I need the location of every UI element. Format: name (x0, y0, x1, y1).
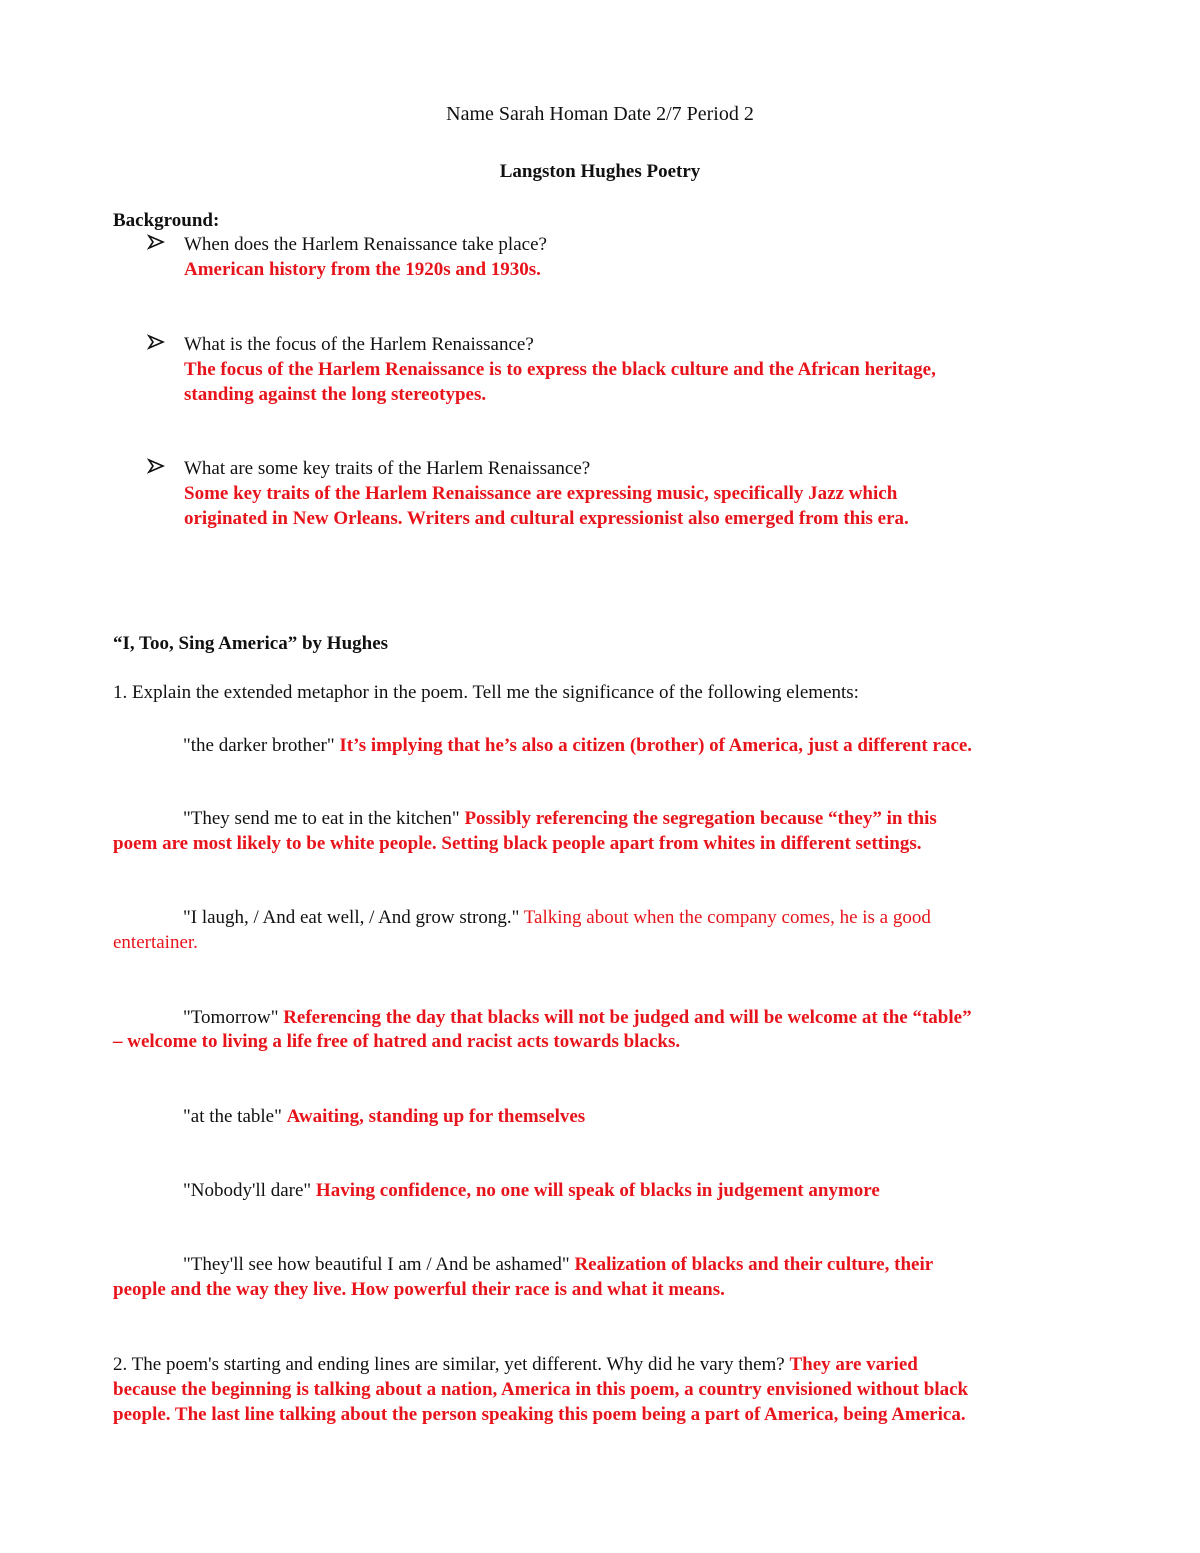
element-6-answer: Having confidence, no one will speak of blacks in judgement anymore (315, 1180, 880, 1201)
question-2-answer-line-1: They are varied (789, 1354, 918, 1375)
element-4-answer-line-2: – welcome to living a life free of hatred and racist acts towards blacks. (113, 1031, 681, 1052)
background-question-3: What are some key traits of the Harlem Renaissance? (184, 458, 591, 479)
element-2-line-1 (183, 806, 937, 831)
background-question-1: When does the Harlem Renaissance take place? (184, 234, 547, 255)
element-3-quote: "I laugh, / And eat well, / And grow strong." (183, 907, 524, 928)
background-heading: Background: (113, 210, 220, 231)
question-2-answer-line-2: because the beginning is talking about a nation, America in this poem, a country envisioned without black (113, 1379, 969, 1400)
element-4-quote: "Tomorrow" (183, 1007, 284, 1028)
poem-heading: “I, Too, Sing America” by Hughes (113, 633, 389, 654)
element-7-line-1 (183, 1252, 933, 1277)
element-2-answer-line-1: Possibly referencing the segregation because “they” in this (464, 808, 937, 829)
background-answer-2-line-1: The focus of the Harlem Renaissance is to express the black culture and the African heritage, (184, 359, 936, 380)
question-2-answer-line-3: people. The last line talking about the person speaking this poem being a part of America, being America. (113, 1404, 966, 1425)
background-answer-3-line-2: originated in New Orleans. Writers and cultural expressionist also emerged from this era. (184, 508, 909, 529)
background-answer-3-line-1: Some key traits of the Harlem Renaissance are expressing music, specifically Jazz which (184, 483, 898, 504)
element-5-answer: Awaiting, standing up for themselves (286, 1106, 586, 1127)
element-1-line (183, 733, 972, 758)
element-5-quote: "at the table" (183, 1106, 287, 1127)
element-1-quote: "the darker brother" (183, 735, 340, 756)
element-7-answer-line-1: Realization of blacks and their culture, their (574, 1254, 934, 1275)
question-2-prompt: 2. The poem's starting and ending lines are similar, yet different. Why did he vary them? (113, 1354, 790, 1375)
question-1-prompt: 1. Explain the extended metaphor in the poem. Tell me the significance of the following elements: (113, 682, 859, 703)
element-7-quote: "They'll see how beautiful I am / And be ashamed" (183, 1254, 575, 1275)
page-title: Langston Hughes Poetry (499, 161, 701, 182)
background-answer-2-line-2: standing against the long stereotypes. (184, 384, 487, 405)
background-question-2: What is the focus of the Harlem Renaissance? (184, 334, 534, 355)
element-6-line (183, 1178, 880, 1203)
element-1-answer: It’s implying that he’s also a citizen (brother) of America, just a different race. (339, 735, 973, 756)
background-answer-1: American history from the 1920s and 1930s. (184, 259, 541, 280)
element-3-answer-line-2: entertainer. (113, 932, 198, 953)
element-7-answer-line-2: people and the way they live. How powerful their race is and what it means. (113, 1279, 725, 1300)
element-2-answer-line-2: poem are most likely to be white people. Setting black people apart from whites in different settings. (113, 833, 922, 854)
question-2-line-1 (113, 1352, 918, 1377)
element-3-line-1 (183, 905, 931, 930)
arrowhead-bullet-icon (147, 457, 165, 482)
name-date-period-line: Name Sarah Homan Date 2/7 Period 2 (446, 103, 754, 125)
arrowhead-bullet-icon (147, 333, 165, 358)
element-4-line-1 (183, 1005, 972, 1030)
element-5-line (183, 1104, 585, 1129)
arrowhead-bullet-icon (147, 233, 165, 258)
element-2-quote: "They send me to eat in the kitchen" (183, 808, 465, 829)
element-6-quote: "Nobody'll dare" (183, 1180, 316, 1201)
element-4-answer-line-1: Referencing the day that blacks will not be judged and will be welcome at the “table” (283, 1007, 972, 1028)
element-3-answer-line-1: Talking about when the company comes, he is a good (523, 907, 931, 928)
